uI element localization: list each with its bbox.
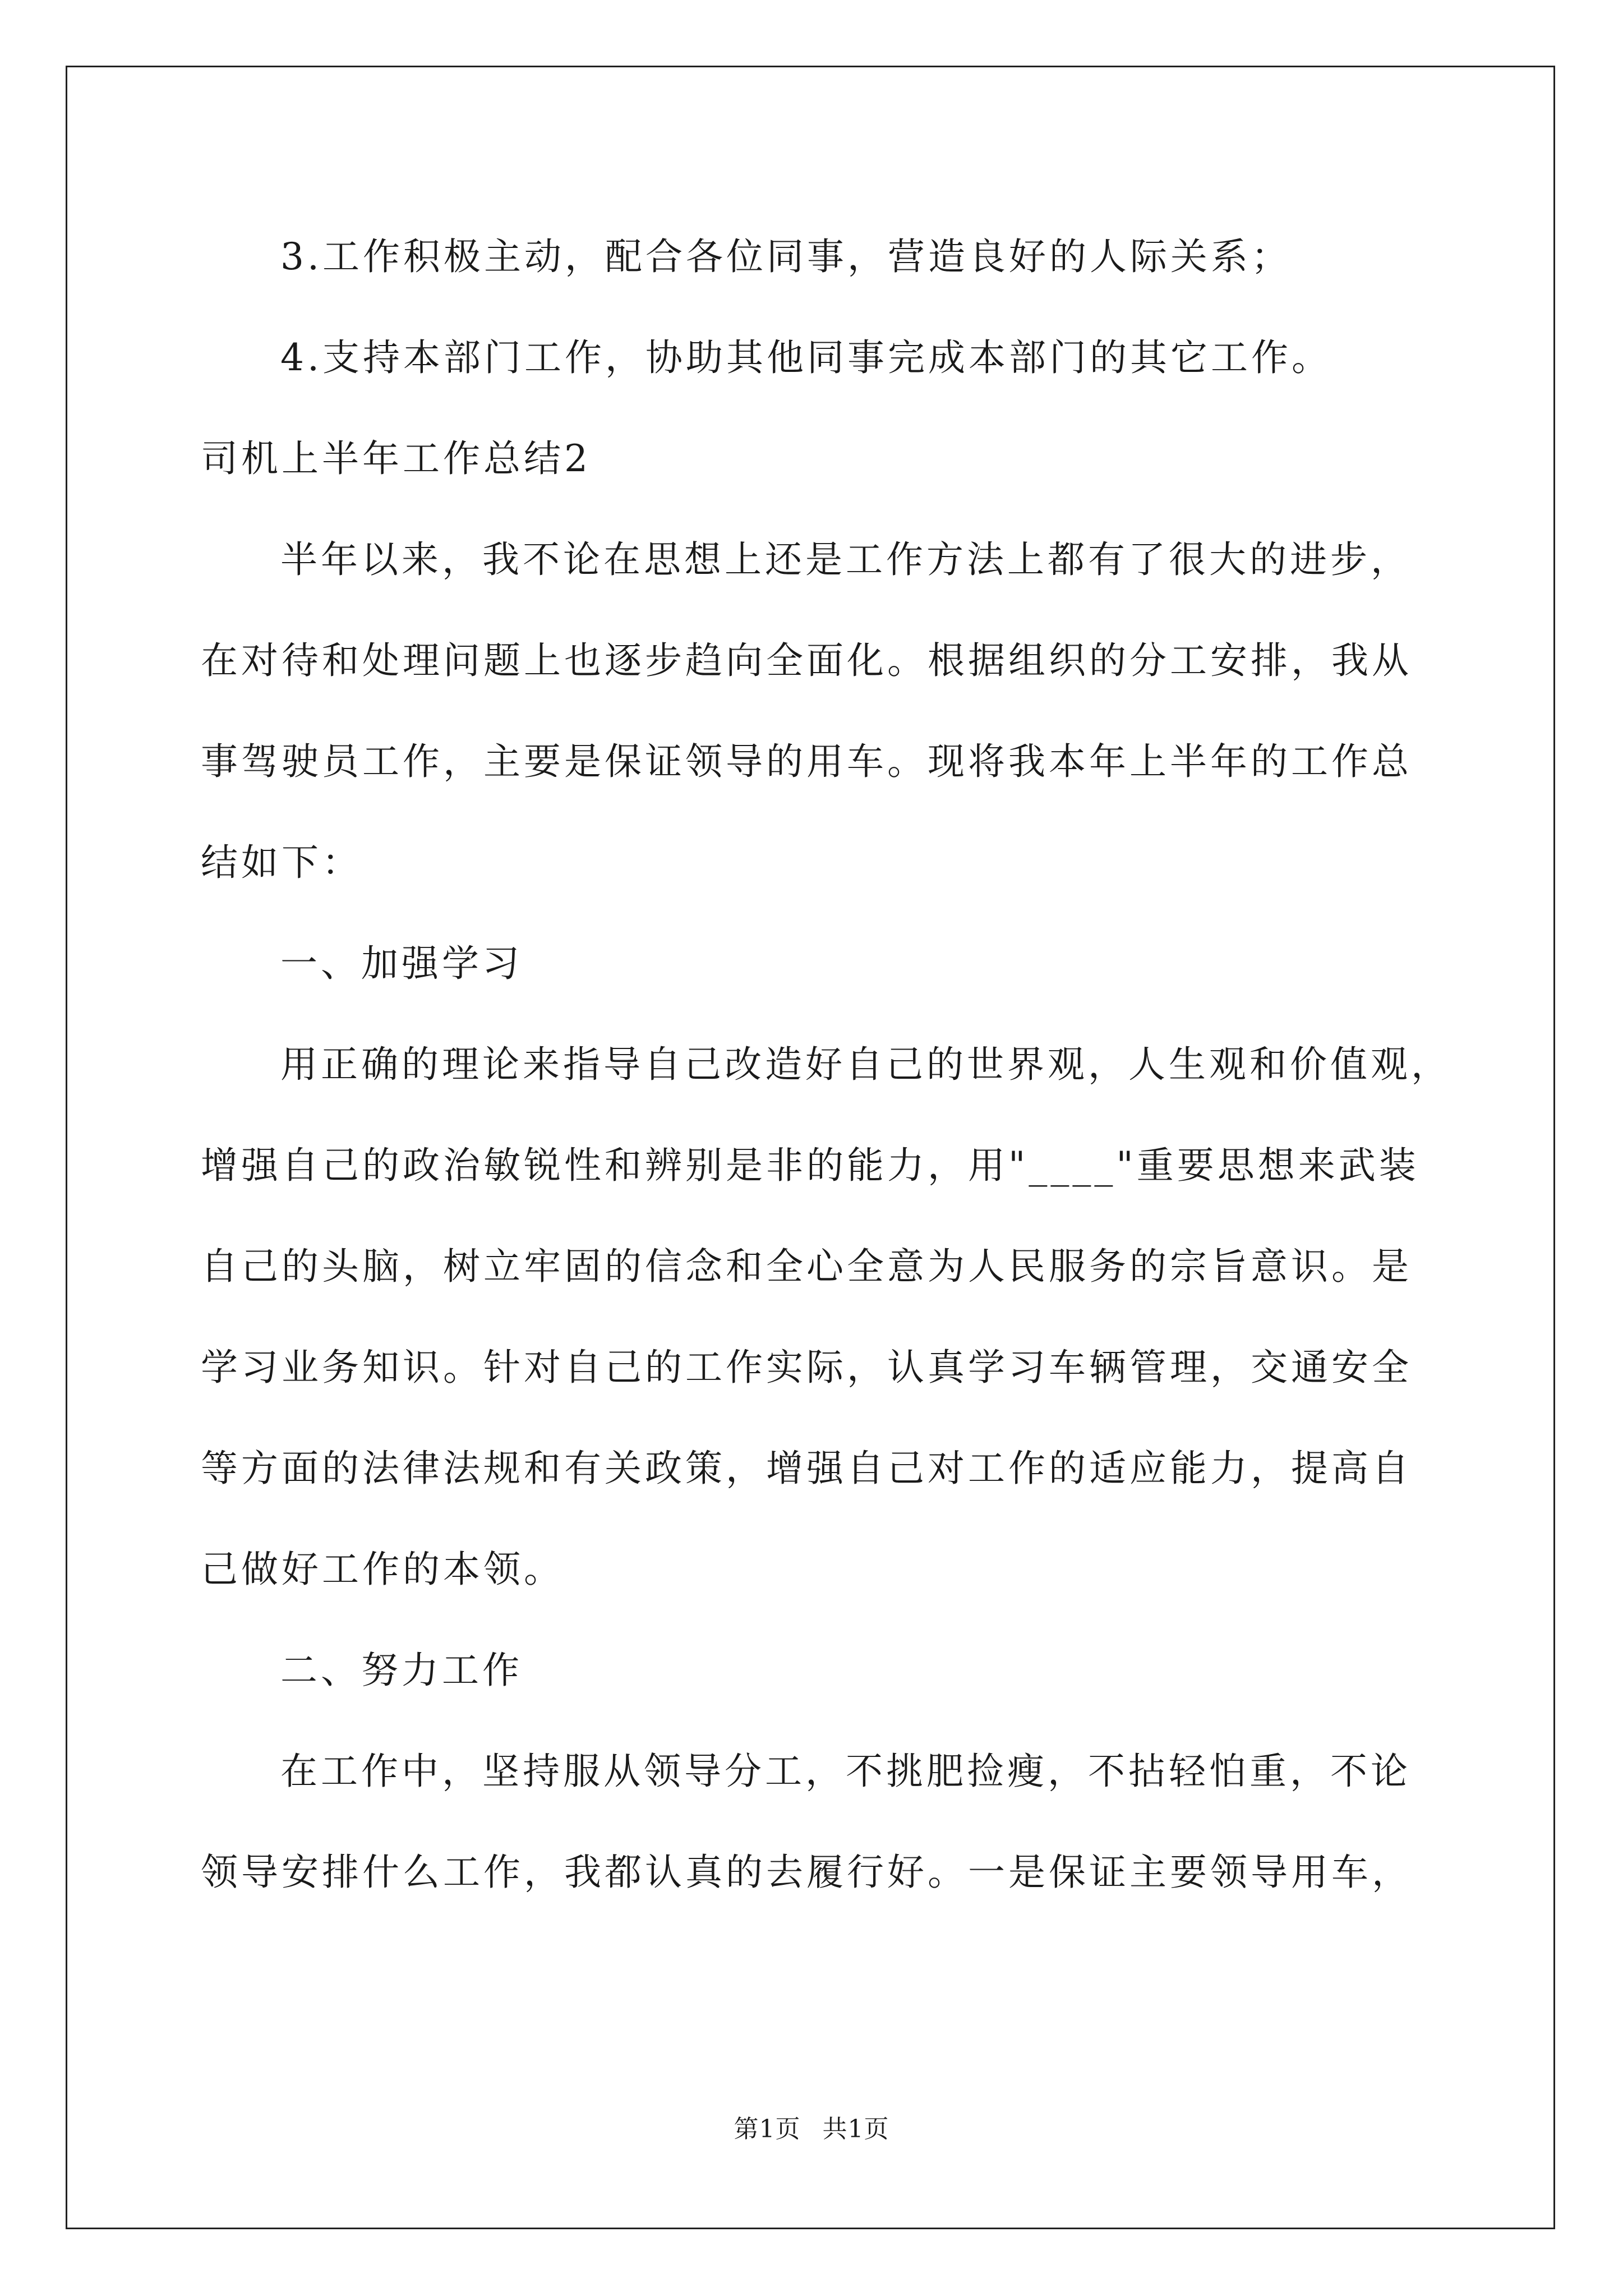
page-number: 第1页 (734, 2115, 801, 2143)
paragraph-line: 结如下： (201, 841, 362, 884)
paragraph-line: 4.支持本部门工作，协助其他同事完成本部门的其它工作。 (280, 336, 1332, 379)
paragraph-line: 增强自己的政治敏锐性和辨别是非的能力，用"____"重要思想来武装 (201, 1144, 1419, 1187)
paragraph-line: 在对待和处理问题上也逐步趋向全面化。根据组织的分工安排，我从 (201, 639, 1412, 682)
subsection-heading: 一、加强学习 (280, 942, 523, 985)
subsection-heading: 二、努力工作 (280, 1649, 523, 1692)
paragraph-line: 领导安排什么工作，我都认真的去履行好。一是保证主要领导用车， (201, 1851, 1412, 1894)
paragraph-line: 自己的头脑，树立牢固的信念和全心全意为人民服务的宗旨意识。是 (201, 1245, 1412, 1288)
paragraph-line: 等方面的法律法规和有关政策，增强自己对工作的适应能力，提高自 (201, 1447, 1412, 1490)
paragraph-line: 用正确的理论来指导自己改造好自己的世界观，人生观和价值观， (280, 1043, 1451, 1086)
paragraph-line: 学习业务知识。针对自己的工作实际，认真学习车辆管理，交通安全 (201, 1346, 1412, 1389)
paragraph-line: 事驾驶员工作，主要是保证领导的用车。现将我本年上半年的工作总 (201, 740, 1412, 783)
page-footer (0, 2113, 1623, 2146)
paragraph-line: 在工作中，坚持服从领导分工，不挑肥捡瘦，不拈轻怕重，不论 (280, 1750, 1411, 1793)
paragraph-line: 半年以来，我不论在思想上还是工作方法上都有了很大的进步， (280, 538, 1411, 581)
page-total: 共1页 (822, 2115, 889, 2143)
paragraph-line: 3.工作积极主动，配合各位同事，营造良好的人际关系； (280, 235, 1292, 278)
section-title: 司机上半年工作总结2 (201, 437, 591, 480)
paragraph-line: 己做好工作的本领。 (201, 1548, 564, 1591)
